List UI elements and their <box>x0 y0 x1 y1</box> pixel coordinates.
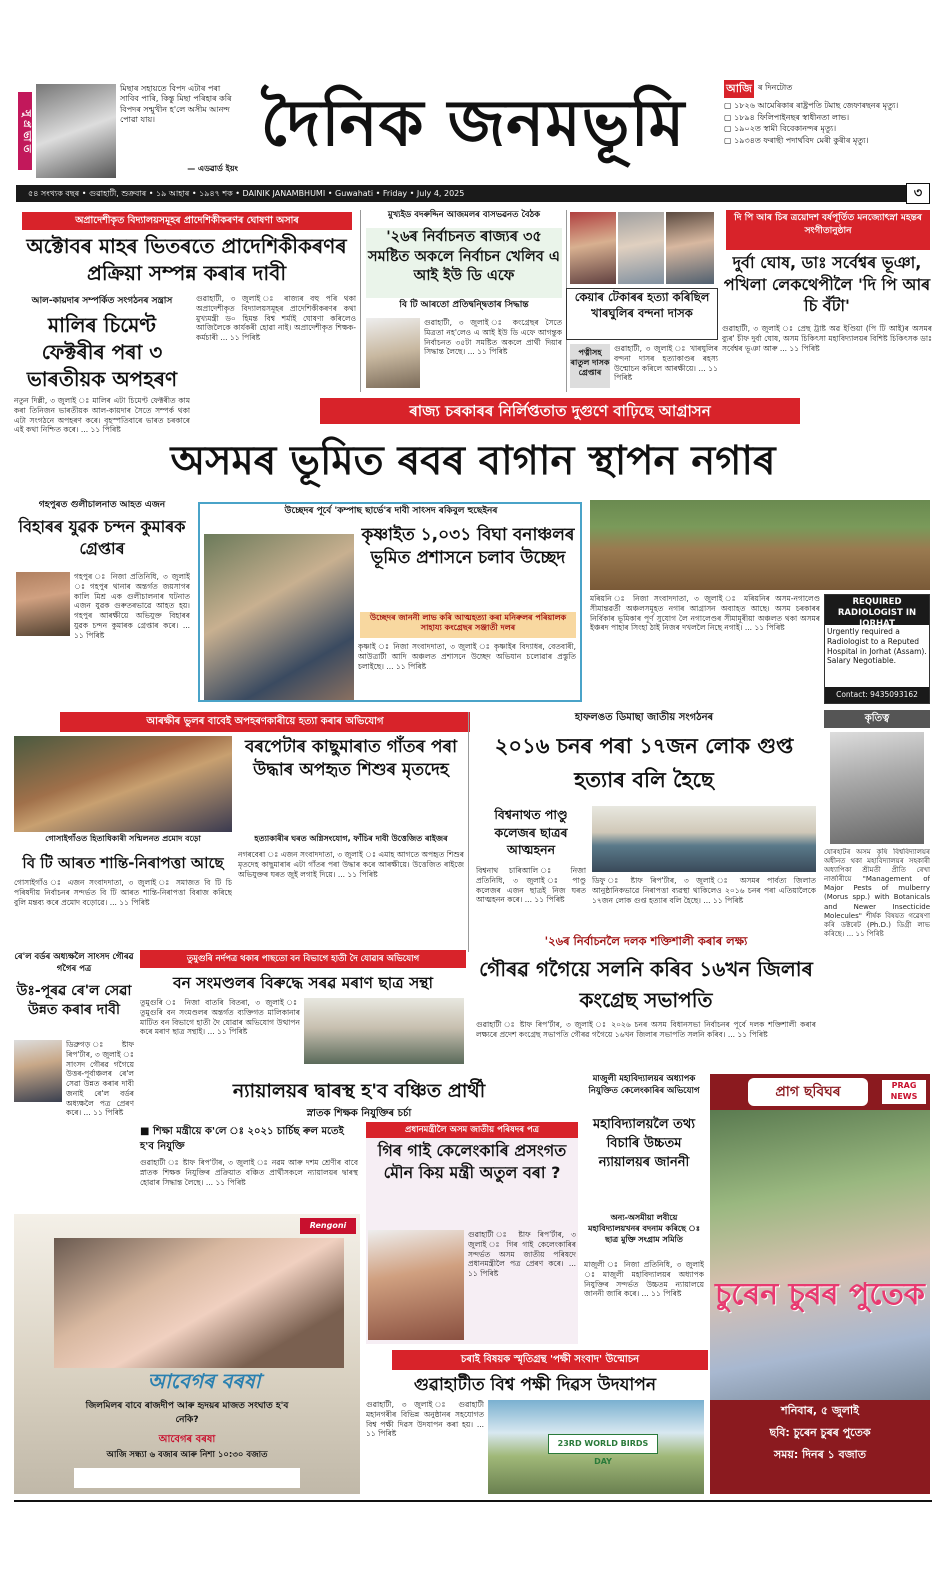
obit-photo <box>830 732 924 844</box>
event-item: ▢ ১৯০২ত স্বামী বিবেকানন্দৰ মৃত্যু। <box>724 124 837 134</box>
a3-kicker: মুখ্যইড বদৰুদ্দিন আজমলৰ বাসভৱনত বৈঠক <box>387 210 541 220</box>
a6-kicker: গহপুৰত গুলীচালনাত আহত এজন <box>38 500 166 510</box>
a7-headline: কৃষ্ণাইত ১,০৩১ বিঘা বনাঞ্চলৰ ভূমিত প্ৰশাসনে চলাব উচ্ছেদ <box>361 525 575 568</box>
a9-body: ডিফু ঃ ষ্টাফ ৰিপ'ৰ্টাৰ, ৩ জুলাই ঃ অসমৰ পাৰ্বত্য জিলাত আনুষ্ঠানিকভাৱে নিৰাপত্তা ব্যৱস্থা থাকিলেও ২০১৬ চনৰ পৰা এতিয়ালৈকে ১৭জন লোক গুপ্ত হত্যাৰ বলি হৈছে। ... ১১ পিৰিষ্ট <box>592 876 816 905</box>
ad-right-channel: প্ৰাগ ছবিঘৰ <box>748 1078 868 1106</box>
a13-photo <box>14 1040 62 1102</box>
a7-box <box>198 502 582 702</box>
ad1-contact: Contact: 9435093162 <box>825 687 929 703</box>
ad1-title: REQUIRED RADIOLOGIST IN JORHAT <box>825 595 929 625</box>
a3-photo <box>366 318 420 388</box>
a15-body: গুৱাহাটী ঃ ষ্টাফ ৰিপ'ৰ্টাৰ, ৩ জুলাই ঃ নৱম আৰু দশম শ্ৰেণীৰ বাবে স্নাতক শিক্ষক নিযুক্তিৰ প্ৰক্ৰিয়াত বঞ্চিত প্ৰাৰ্থীসকলে ন্যায়ালয়ৰ দ্বাৰস্থ হোৱাৰ সিদ্ধান্ত লৈছে। ... ১১ পিৰিষ্ট <box>140 1158 358 1187</box>
quote-box <box>18 80 238 178</box>
a16-box <box>366 1122 578 1344</box>
a12-headline: গৌৰৱ গগৈয়ে সলনি কৰিব ১৬খন জিলাৰ কংগ্ৰেছ সভাপতি <box>479 957 813 1012</box>
a18-body: গুৱাহাটী, ৩ জুলাই ঃ গুৱাহাটী মহানগৰীৰ বিভিন্ন অনুষ্ঠানৰ সহযোগত বিশ্ব পক্ষী দিৱস উদযাপন কৰা হয়। ... ১১ পিৰিষ্ট <box>366 1400 484 1439</box>
masthead-title: দৈনিক জনমভূমি <box>260 86 686 161</box>
a14-photo <box>304 998 464 1064</box>
ad-left-photo <box>54 1238 344 1368</box>
a4-photo-1 <box>570 212 616 284</box>
a7-body: কৃষ্ণাই ঃ নিজা সংবাদদাতা, ৩ জুলাই ঃ কৃষ্ণাইৰ বিদ্যাধৰ, বেতবাৰী, আউত্ৰাটী আদি অঞ্চলত প্ৰশাসনে উচ্ছেদ অভিযান চলোৱাৰ প্ৰস্তুতি চলাইছে। ... ১১ পিৰিষ্ট <box>358 642 576 671</box>
ad1-body: Urgently required a Radiologist to a Reputed Hospital in Jorhat (Assam). Salary Negotiable. <box>827 627 927 666</box>
a15-bullet: ■ শিক্ষা মন্ত্ৰীয়ে ক'লে ঃ ২০২১ চাৰ্চিছ ৰুল মতেই হ'ব নিযুক্তি <box>140 1126 344 1152</box>
ad-left-brand: Rengoni <box>300 1218 356 1234</box>
a6-headline: বিহাৰৰ যুৱক চন্দন কুমাৰক গ্ৰেপ্তাৰ <box>18 517 186 559</box>
a1-body: গুৱাহাটী, ৩ জুলাই ঃ ৰাজ্যৰ বহু পৰি থকা অপ্ৰাদেশীকৃত বিদ্যালয়সমূহৰ প্ৰাদেশিকীকৰণৰ কথা মুখ্যমন্ত্ৰী ড০ হিমন্ত বিশ্ব শৰ্মাই ঘোষণা কৰিলেও আজিলৈকে কাৰ্যকৰী হোৱা নাই। অপ্ৰাদেশীকৃত শিক্ষক-কৰ্মচাৰী ... ১১ পিৰিষ্ট <box>196 294 356 342</box>
aaji-sub: ৰ দিনটোত <box>758 83 793 92</box>
event-item: ▢ ১৯৩৪ত ফৰাছী পদাৰ্থবিদ মেৰী কুৰীৰ মৃত্যু। <box>724 135 869 145</box>
obit-body: যোৰহাটৰ অসম কৃষি বিশ্ববিদ্যালয়ৰ অধীনত থকা মহাবিদ্যালয়ৰ সহকাৰী অধ্যাপিকা শ্ৰীমতী প্ৰীতি ৰেখা নাৰ্জাৰীয়ে "Management of Major Pests of mulberry (Morus spp.) with Botanicals and Newer Insecticide Molecules" শীৰ্ষক বিষয়ত গৱেষণা কৰি ডক্টৰেট (Ph.D.) ডিগ্ৰী লাভ কৰিছে। ... ১১ পিৰিষ্ট <box>824 848 930 938</box>
ad-right-time: সময়: দিনৰ ১ বজাত <box>774 1448 866 1461</box>
ad-left-time: আজি সন্ধ্যা ৬ বজাৰ আৰু নিশা ১০:৩০ বজাত <box>106 1450 268 1460</box>
a5-body: গুৱাহাটী, ৩ জুলাই ঃ প্ৰেছ ট্ৰাষ্ট অৱ ইণ্ডিয়া (পি টি আই)ৰ অসমৰ ব্যুৰ' চীফ দুৰ্বা ঘোষ, অসম চিকিৎসা মহাবিদ্যালয়ৰ বিশিষ্ট চিকিৎসক ডাঃ সৰ্বেশ্বৰ ভূঞা আৰু ... ১১ পিৰিষ্ট <box>722 324 932 353</box>
page-number: ৩ <box>906 183 930 204</box>
lead-headline: অসমৰ ভূমিত ৰবৰ বাগান স্থাপন নগাৰ <box>170 437 776 484</box>
a7-subhead: উচ্ছেদৰ জাননী লাভ কৰি আত্মহত্যা কৰা মনিৰুলৰ পৰিয়ালক সাহায্য কংগ্ৰেছৰ সঞ্জাতী দলৰ <box>360 612 576 638</box>
obit-title: কৃতিত্ব <box>824 710 930 728</box>
lead-kicker: ৰাজ্য চৰকাৰৰ নিৰ্লিপ্ততাত দুগুণে বাঢ়িছে আগ্ৰাসন <box>320 398 800 424</box>
world-birds-day-banner: 23RD WORLD BIRDS DAY <box>548 1434 658 1454</box>
ad-left-title: আবেগৰ বৰষা <box>147 1369 261 1393</box>
a17-kicker: মাজুলী মহাবিদ্যালয়ৰ অধ্যাপক নিযুক্তিত কেলেংকাৰিৰ অভিযোগ <box>588 1074 700 1096</box>
a18-kicker: চৰাই বিষয়ক স্মৃতিগ্ৰন্থ 'পক্ষী সংবাদ' উন্মোচন <box>392 1350 708 1370</box>
a3-body: গুৱাহাটী, ৩ জুলাই ঃ কংগ্ৰেছৰ সৈতে মিত্ৰতা নহ'লেও এ আই ইউ ডি এফে আগন্তুক নিৰ্বাচনত ৩৫টা সমষ্টিত অকলে প্ৰাৰ্থী দিয়াৰ সিদ্ধান্ত লৈছে। ... ১১ পিৰিষ্ট <box>424 318 562 357</box>
a8-headline: বৰপেটাৰ কাছুমাৰাত গাঁতৰ পৰা উদ্ধাৰ অপহৃত শিশুৰ মৃতদেহ <box>244 737 458 781</box>
channel-logos-strip <box>74 1468 300 1488</box>
prag-news-logo: PRAG NEWS <box>882 1080 926 1104</box>
a5-headline: দুৰ্বা ঘোষ, ডাঃ সৰ্বেশ্বৰ ভূঞা, পখিলা লেকথেপীলৈ 'দি পি আৰ চি বঁটা' <box>723 253 931 316</box>
lead-body: মৰিয়নি ঃ নিজা সংবাদদাতা, ৩ জুলাই ঃ মৰিয়নিৰ অসম-নগালেণ্ড সীমান্তৱৰ্তী অঞ্চলসমূহত নগাৰ আগ্ৰাসন অব্যাহত আছে। অসম চৰকাৰৰ নিৰ্বিকাৰ ভূমিকাৰ পূৰ্ণ সুযোগ লৈ নগালেণ্ডৰ সীমামূৰীয়া অঞ্চলত থকা অসমৰ ইঞ্চৰদ পাহাৰ সিংহা ঠাই নিজৰ দখললৈ নিছে নগাই। ... ১১ পিৰিষ্ট <box>590 594 820 633</box>
a10-caption: গোসাইগাঁওত হিতাধিকাৰী সন্মিলনত প্ৰমোদ বড়ো <box>45 834 201 843</box>
a16-photo <box>368 1230 464 1340</box>
quote-tag: সু প্ৰ ভা ত <box>18 92 32 170</box>
ad-right-film-line: ছবি: চুৰেন চুৰৰ পুতেক <box>769 1426 871 1439</box>
a9-headline: ২০১৬ চনৰ পৰা ১৭জন লোক গুপ্ত হত্যাৰ বলি হৈছে <box>494 734 794 792</box>
a13-kicker: ৰে'ল বৰ্ডৰ অধ্যক্ষলৈ সাংসদ গৌৰৱ গগৈৰ পত্ৰ <box>14 952 134 974</box>
a12-body: গুৱাহাটী ঃ ষ্টাফ ৰিপ'ৰ্টাৰ, ৩ জুলাই ঃ ২০২৬ চনৰ অসম বিধানসভা নিৰ্বাচনৰ পূৰ্বে দলক শক্তিশালী কৰাৰ লক্ষ্যৰে প্ৰদেশ কংগ্ৰেছ সভাপতি গৌৰৱ গগৈয়ে ১৬খন জিলাৰ সভাপতি সলনি কৰিব। ... ১১ পিৰিষ্ট <box>476 1020 816 1039</box>
ad-right-movie: চুৰেন চুৰৰ পুতেক <box>715 1277 925 1312</box>
a14-body: তুমুগুৰি ঃ নিজা বাতৰি বিতৰা, ৩ জুলাই ঃ তুমুগুৰি বন সংমণ্ডলৰ অন্তৰ্গত ব্যক্তিগত মালিকানাৰ মাটিত বন বিভাগে হাতী দৈ যোৱাৰ অভিযোগ উত্থাপন কৰে মৰাণ ছাত্ৰ সন্থাই। ... ১১ পিৰিষ্ট <box>140 998 300 1037</box>
ad-left-line1: জিলমিলৰ বাবে ৰাজদীপ আৰু হৃদয়ৰ মাজত সংঘাত হ'ব নেকি? <box>85 1401 289 1425</box>
a7-kicker: উচ্ছেদৰ পূৰ্বে 'কম্পাছ ছাৰ্ভে'ৰ দাবী সাংসদ ৰকিবুল হুছেইনৰ <box>284 506 498 516</box>
aaji-label: আজি <box>724 80 754 98</box>
a17-subhead: অন্য-অসমীয়া লবীয়ে মহাবিদ্যালয়খনৰ বদনাম কৰিছে ঃ ছাত্ৰ মুক্তি সংগ্ৰাম সমিতি <box>588 1213 700 1245</box>
a9-kicker: হাফলঙত ডিমাছা জাতীয় সংগঠনৰ <box>574 712 714 723</box>
a16-body: গুৱাহাটী ঃ ষ্টাফ ৰিপ'ৰ্টাৰ, ৩ জুলাই ঃ গিৰ গাই কেলেংকাৰিৰ সন্দৰ্ভত অসম জাতীয় পৰিষদে প্ৰধানমন্ত্ৰীলৈ পত্ৰ প্ৰেৰণ কৰে। ... ১১ পিৰিষ্ট <box>468 1230 576 1278</box>
a10-body: গোসাইগাঁও ঃ এজন সংবাদদাতা, ৩ জুলাই ঃ সমাজত বি টি চি পৰিষদীয় নিৰ্বাচনৰ সন্দৰ্ভত বি টি আৰত শান্তি-নিৰাপত্তা বিৰাজ কৰিছে বুলি মন্তব্য কৰে প্ৰমোদ বড়োৱে। ... ১১ পিৰিষ্ট <box>14 878 232 907</box>
event-item: ▢ ১৮২৬ আমেৰিকাৰ ৰাষ্ট্ৰপতি টমাছ জেফাৰছনৰ মৃত্যু। <box>724 101 899 110</box>
a17-headline: মহাবিদ্যালয়লৈ তথ্য বিচাৰি উচ্চতম ন্যায়ালয়ৰ জাননী <box>592 1117 696 1170</box>
a12-kicker: '২৬ৰ নিৰ্বাচনলৈ দলক শক্তিশালী কৰাৰ লক্ষ্য <box>544 934 748 948</box>
a18-photo <box>488 1400 704 1494</box>
a1-kicker: অপ্ৰাদেশীকৃত বিদ্যালয়সমূহৰ প্ৰাদেশিকীকৰণৰ ঘোষণা অসাৰ <box>22 212 352 230</box>
lead-photo <box>590 500 930 590</box>
a6-body: গহপুৰ ঃ নিজা প্ৰতিনিধি, ৩ জুলাই ঃ গহপুৰ থানাৰ অন্তৰ্গত জয়সাগৰ কালি মিশ্ৰ এক গুলীচালনাৰ ঘটনাত এজন যুৱক গুৰুতৰভাৱে আহত হয়। গহপুৰ আৰক্ষীয়ে অভিযুক্ত বিহাৰৰ যুৱক চন্দন কুমাৰক গ্ৰেপ্তাৰ কৰে। ... ১১ পিৰিষ্ট <box>74 572 190 640</box>
ad-prag-cinema <box>710 1074 930 1494</box>
a4-photo-2 <box>618 212 664 284</box>
a14-headline: বন সংমণ্ডলৰ বিৰুদ্ধে সৰৱ মৰাণ ছাত্ৰ সন্থা <box>173 974 433 992</box>
a4-headline: কেয়াৰ টেকাৰৰ হত্যা কৰিছিল খাৰঘুলিৰ বন্দনা দাসক <box>566 288 718 340</box>
a16-headline: গিৰ গাই কেলেংকাৰি প্ৰসংগত মৌন কিয় মন্ত্ৰী অতুল বৰা ? <box>377 1141 567 1183</box>
a6-photo <box>16 572 70 636</box>
a10-headline: বি টি আৰত শান্তি-নিৰাপত্তা আছে <box>22 854 224 872</box>
a7-photo <box>204 534 354 700</box>
a2-headline: মালিৰ চিমেণ্ট ফেক্টৰীৰ পৰা ৩ ভাৰতীয়ক অপহৰণ <box>26 313 178 391</box>
ad-radiologist <box>824 594 930 704</box>
a15-headline: ন্যায়ালয়ৰ দ্বাৰস্থ হ'ব বঞ্চিত প্ৰাৰ্থী <box>232 1080 486 1102</box>
events-list <box>724 100 932 146</box>
a3-headline: '২৬ৰ নিৰ্বাচনত ৰাজ্যৰ ৩৫ সমষ্টিত অকলে নিৰ্বাচন খেলিব এ আই ইউ ডি এফে <box>366 228 562 298</box>
event-item: ▢ ১৮৯৪ ফিলিপাইনছৰ স্বাধীনতা লাভ। <box>724 112 850 122</box>
ad-right-day: শনিবাৰ, ৫ জুলাই <box>781 1404 859 1417</box>
a8-kicker: আৰক্ষীৰ ভুলৰ বাবেই অপহৰণকাৰীয়ে হত্যা কৰাৰ অভিযোগ <box>60 712 470 732</box>
a2-body: নতুন দিল্লী, ৩ জুলাই ঃ মালিৰ এটা চিমেণ্ট ফেক্টৰীত কাম কৰা তিনিজন ভাৰতীয়ক আল-কায়দাৰ সৈতে সম্পৰ্ক থকা এটা সংগঠনে অপহৰণ কৰে। বৃহস্পতিবাৰে ভাৰত চৰকাৰে এই কথা নিশ্চিত কৰে। ... ১১ পিৰিষ্ট <box>14 396 190 435</box>
a4-body: গুৱাহাটী, ৩ জুলাই ঃ খাৰঘুলিৰ বন্দনা দাসৰ হত্যাকাণ্ডৰ ৰহস্য উন্মোচন কৰিলে আৰক্ষীয়ে। ... ১১ পিৰিষ্ট <box>614 344 718 383</box>
a14-kicker: তুমুগুৰি নৰ্দপত্ৰ থকাৰ পাছতো বন বিভাগে হাতী দৈ যোৱাৰ অভিযোগ <box>140 950 466 968</box>
author-portrait <box>36 84 116 178</box>
quote-author: — এডৱাৰ্ড ইয়ং <box>187 164 238 173</box>
a3-subhead: বি টি আৰতো প্ৰতিদ্বন্দ্বিতাৰ সিদ্ধান্ত <box>399 300 529 310</box>
a17-body: মাজুলী ঃ নিজা প্ৰতিনিধি, ৩ জুলাই ঃ মাজুলী মহাবিদ্যালয়ৰ অধ্যাপক নিযুক্তিৰ সন্দৰ্ভত উচ্চতম ন্যায়ালয়ে জাননী জাৰি কৰে। ... ১১ পিৰিষ্ট <box>584 1260 704 1299</box>
bottom-rule <box>14 1500 932 1502</box>
a13-body: ডিব্ৰুগড় ঃ ষ্টাফ ৰিপ'ৰ্টাৰ, ৩ জুলাই ঃ সাংসদ গৌৰৱ গগৈয়ে উত্তৰ-পূৰ্বাঞ্চলৰ ৰে'ল সেৱা উন্নত কৰাৰ দাবী জনাই ৰে'ল বৰ্ডৰ অধ্যক্ষলৈ পত্ৰ প্ৰেৰণ কৰে। ... ১১ পিৰিষ্ট <box>66 1040 134 1118</box>
a9-photo <box>592 806 816 872</box>
a13-headline: উঃ-পূৰৱ ৰে'ল সেৱা উন্নত কৰাৰ দাবী <box>16 983 132 1018</box>
a5-kicker: দি পি আৰ চিৰ ত্ৰয়োদশ বৰ্ষপূৰ্তিত মনজ্যোৎস্না মহন্তৰ সংগীতানুষ্ঠান <box>726 210 930 250</box>
a11-body: বিশ্বনাথ চাৰিআলি ঃ নিজা প্ৰতিনিধি, ৩ জুলাই ঃ পাণ্ডু কলেজৰ এজন ছাত্ৰই নিজ ঘৰত আত্মহনন কৰে। ... ১১ পিৰিষ্ট <box>476 866 586 905</box>
ad-left-line2: আবেগৰ বৰষা <box>158 1434 216 1445</box>
a15-subhead: স্নাতক শিক্ষক নিযুক্তিৰ চৰ্চা <box>306 1108 412 1119</box>
dateline-bar: ৫৪ সংখ্যক বছৰ • গুৱাহাটী, শুক্ৰবাৰ • ১৯ আহাৰ • ১৯৪৭ শক • DAINIK JANAMBHUMI • Guwahati • Friday • July 4, 2025 <box>16 185 916 202</box>
ad-avegar-borsha <box>14 1214 360 1494</box>
a16-kicker: প্ৰধানমন্ত্ৰীলৈ অসম জাতীয় পৰিষদৰ পত্ৰ <box>366 1122 578 1138</box>
a18-headline: গুৱাহাটীত বিশ্ব পক্ষী দিৱস উদযাপন <box>413 1375 657 1395</box>
a4-caption: পত্নীসহ ৰাতুল দাসক গ্ৰেপ্তাৰ <box>570 344 610 388</box>
today-box <box>724 80 932 178</box>
quote-text: মিছাৰ সহায়তে বিপদ এটাৰ পৰা সাবিব পাৰি, কিন্তু মিছা পৰিহাৰ কৰি বিপদৰ সন্মুখীন হ'লে অসীম আনন্দ পোৱা যায়। <box>120 84 232 125</box>
a8-subhead: হত্যাকাৰীৰ ঘৰত অগ্নিসংযোগ, ফাঁচিৰ দাবী উত্তেজিত ৰাইজৰ <box>254 834 448 843</box>
a2-kicker: আল-কায়দাৰ সম্পৰ্কিত সংগঠনৰ সন্ত্ৰাস <box>31 296 173 306</box>
a1-headline: অক্টোবৰ মাহৰ ভিতৰতে প্ৰাদেশিকীকৰণৰ প্ৰক্ৰিয়া সম্পন্ন কৰাৰ দাবী <box>26 234 347 285</box>
a4-photo-3 <box>666 212 714 284</box>
a10-photo <box>14 736 232 832</box>
a11-headline: বিশ্বনাথত পাণ্ডু কলেজৰ ছাত্ৰৰ আত্মহনন <box>494 807 568 857</box>
a8-body: নগৰবেৰা ঃ এজন সংবাদদাতা, ৩ জুলাই ঃ এমাহ আগতে অপহৃত শিশুৰ মৃতদেহ কাছুমাৰাৰ এটা গাঁতৰ পৰা উদ্ধাৰ কৰে আৰক্ষীয়ে। উত্তেজিত ৰাইজে অভিযুক্তৰ ঘৰত জুই লগাই দিয়ে। ... ১১ পিৰিষ্ট <box>238 850 464 879</box>
